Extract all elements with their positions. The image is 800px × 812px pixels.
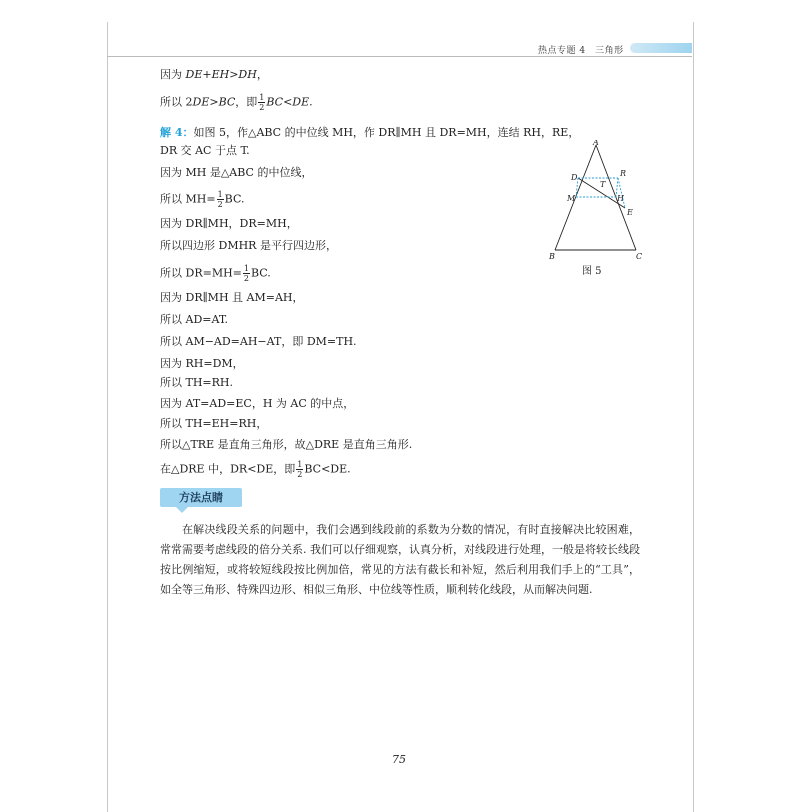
solution-line: 因为 RH=DM， [160,357,244,370]
fraction: $\frac{1}{2}$ [217,190,223,209]
solution-line: 因为 MH 是△ABC 的中位线， [160,166,313,179]
solution-line: 所以 2DE>BC，即 $\frac{1}{2}$ BC<DE. [160,93,313,112]
solution-line: 因为 AT=AD=EC，H 为 AC 的中点， [160,397,355,410]
label-e: E [627,208,633,217]
side-ac [596,145,636,250]
solution-line: 所以 DR=MH= $\frac{1}{2}$ BC. [160,264,271,283]
badge-pointer [176,507,188,513]
page-number: 75 [392,753,406,766]
label-c: C [636,252,643,261]
segment-re [618,178,625,208]
label-m: M [567,194,576,203]
solution-line: 所以△TRE 是直角三角形，故△DRE 是直角三角形. [160,438,413,451]
method-tips-badge: 方法点睛 [160,488,242,507]
fraction: $\frac{1}{2}$ [259,93,265,112]
solution-line: 所以 MH= $\frac{1}{2}$ BC. [160,190,245,209]
solution-line: 所以 TH=EH=RH， [160,417,268,430]
label-a: A [593,140,599,147]
label-h: H [617,194,624,203]
solution-line: 所以 TH=RH. [160,376,234,389]
solution-line: 所以 AD=AT. [160,313,229,326]
label-b: B [549,252,555,261]
figure-5-triangle [548,140,648,265]
fraction: $\frac{1}{2}$ [243,264,249,283]
solution-line: DR 交 AC 于点 T. [160,144,250,157]
fraction: $\frac{1}{2}$ [297,460,303,479]
solution-line: 所以 AM−AD=AH−AT，即 DM=TH. [160,335,357,348]
label-d: D [571,173,578,182]
solution-line: 因为 DR∥MH 且 AM=AH， [160,291,304,304]
solution-line: 在△DRE 中，DR<DE，即 $\frac{1}{2}$ BC<DE. [160,460,351,479]
header-rule [107,56,692,57]
header-accent-bar [630,43,692,53]
running-header: 热点专题 4 三角形 [538,46,624,56]
solution-line: 因为 DE+EH>DH， [160,68,268,81]
solution-line: 所以四边形 DMHR 是平行四边形， [160,239,337,252]
solution-heading: 解 4：如图 5，作△ABC 的中位线 MH，作 DR∥MH 且 DR=MH，连结 RH，RE， [160,126,580,139]
method-tips-paragraph: 在解决线段关系的问题中，我们会遇到线段前的系数为分数的情况，有时直接解决比较困难，常常需要考虑线段的倍分关系. 我们可以仔细观察，认真分析，对线段进行处理，一般是将较长线段按比例缩短，或将较短线段按比例加倍，常见的方法有截长和补短，然后利用我们手上的“工具”，如全等三角形、特殊四边形、相似三角形、中位线等性质，顺利转化线段，从而解决问题. [160,523,640,596]
label-t: T [600,180,606,189]
label-r: R [620,169,627,178]
figure-caption: 图 5 [582,266,602,277]
solution-line: 因为 DR∥MH，DR=MH， [160,217,298,230]
side-ab [555,145,596,250]
